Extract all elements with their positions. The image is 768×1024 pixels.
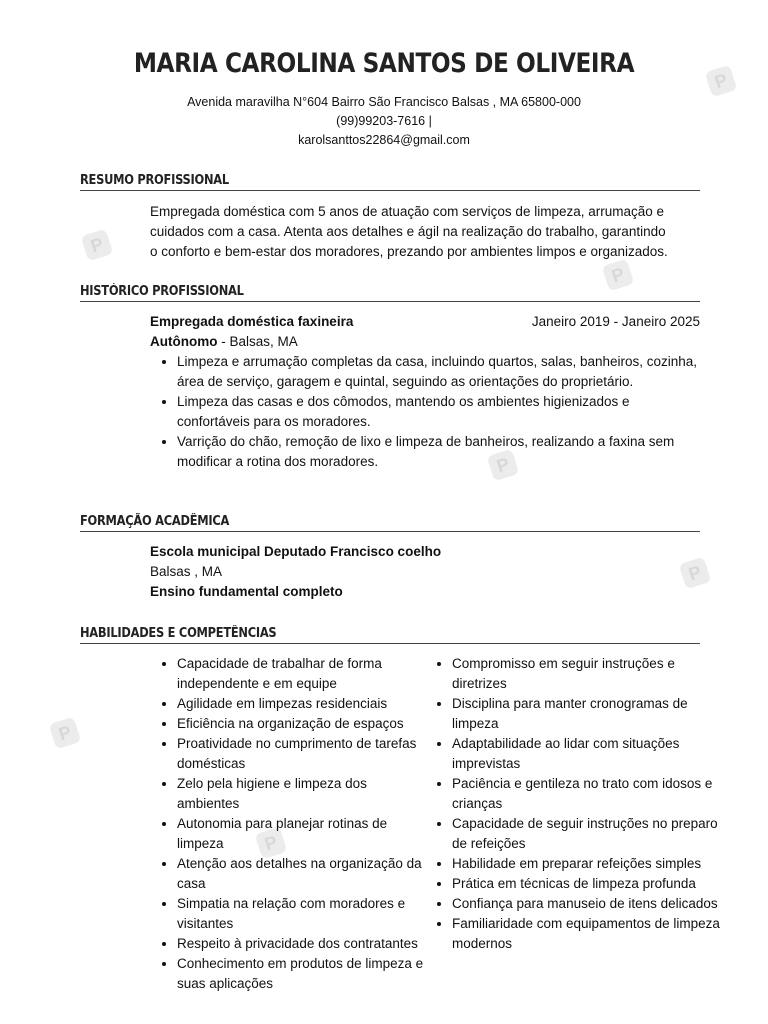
list-item: • Varrição do chão, remoção de lixo e limpeza de banheiros, realizando a faxina sem modificar a rotina dos moradores. [177, 432, 700, 472]
list-item: • Disciplina para manter cronogramas de limpeza [452, 694, 727, 734]
email-line: karolsanttos22864@gmail.com [298, 133, 470, 147]
skills-list-right [425, 654, 727, 954]
summary-text [150, 202, 700, 262]
list-item: • Familiaridade com equipamentos de limpeza modernos [452, 914, 727, 954]
summary-line: Empregada doméstica com 5 anos de atuação com serviços de limpeza, arrumação e [150, 204, 665, 219]
phone-line: (99)99203-7616 | [336, 114, 432, 128]
watermark-icon: P [705, 65, 738, 98]
job-title: Empregada doméstica faxineira [150, 314, 354, 329]
school-name: Escola municipal Deputado Francisco coelho [150, 544, 442, 559]
address-line: Avenida maravilha N°604 Bairro São Francisco Balsas , MA 65800-000 [187, 95, 581, 109]
list-item: • Zelo pela higiene e limpeza dos ambientes [177, 774, 425, 814]
watermark-icon: P [255, 827, 288, 860]
list-item: • Respeito à privacidade dos contratantes [177, 934, 425, 954]
list-item: • Compromisso em seguir instruções e diretrizes [452, 654, 727, 694]
list-item: • Confiança para manuseio de itens delicados [452, 894, 727, 914]
list-item: • Limpeza e arrumação completas da casa, incluindo quartos, salas, banheiros, cozinha, área de serviço, garagem e quintal, seguindo as orientações do proprietário. [177, 352, 700, 392]
school-location: Balsas , MA [150, 564, 223, 579]
watermark-icon: P [602, 259, 635, 292]
list-item: • Prática em técnicas de limpeza profunda [452, 874, 727, 894]
summary-line: cuidados com a casa. Atenta aos detalhes e ágil na realização do trabalho, garantindo [150, 224, 666, 239]
education-entry [150, 542, 441, 602]
job-employer-row [150, 334, 700, 349]
watermark-icon: P [49, 717, 82, 750]
list-item: • Adaptabilidade ao lidar com situações imprevistas [452, 734, 727, 774]
list-item: • Limpeza das casas e dos cômodos, mantendo os ambientes higienizados e confortáveis para os moradores. [177, 392, 700, 432]
list-item: • Capacidade de seguir instruções no preparo de refeições [452, 814, 727, 854]
section-title-education [80, 514, 700, 532]
list-item: • Agilidade em limpezas residenciais [177, 694, 425, 714]
list-item: • Simpatia na relação com moradores e visitantes [177, 894, 425, 934]
list-item: • Paciência e gentileza no trato com idosos e crianças [452, 774, 727, 814]
skills-list-left [150, 654, 425, 994]
watermark-icon: P [679, 557, 712, 590]
list-item: • Conhecimento em produtos de limpeza e suas aplicações [177, 954, 425, 994]
watermark-icon: P [81, 229, 114, 262]
section-title-text: RESUMO PROFISSIONAL [80, 173, 229, 188]
list-item: • Autonomia para planejar rotinas de limpeza [177, 814, 425, 854]
list-item: • Atenção aos detalhes na organização da casa [177, 854, 425, 894]
section-title-history [80, 284, 700, 302]
list-item: • Capacidade de trabalhar de forma independente e em equipe [177, 654, 425, 694]
degree: Ensino fundamental completo [150, 584, 343, 599]
job-location: - Balsas, MA [217, 334, 298, 349]
job-duties-list [150, 352, 700, 472]
list-item: • Proatividade no cumprimento de tarefas domésticas [177, 734, 425, 774]
job-header [150, 314, 700, 329]
watermark-icon: P [487, 449, 520, 482]
section-title-text: HABILIDADES E COMPETÊNCIAS [80, 626, 277, 641]
job-date: Janeiro 2019 - Janeiro 2025 [531, 314, 700, 329]
candidate-name: MARIA CAROLINA SANTOS DE OLIVEIRA [133, 48, 635, 79]
summary-line: o conforto e bem-estar dos moradores, prezando por ambientes limpos e organizados. [150, 244, 668, 259]
section-title-text: FORMAÇÃO ACADÊMICA [80, 514, 230, 529]
list-item: • Habilidade em preparar refeições simples [452, 854, 727, 874]
section-title-skills [80, 626, 700, 644]
section-title-text: HISTÓRICO PROFISSIONAL [80, 284, 244, 299]
job-employer: Autônomo [150, 334, 218, 349]
list-item: • Eficiência na organização de espaços [177, 714, 425, 734]
section-title-summary [80, 173, 700, 191]
